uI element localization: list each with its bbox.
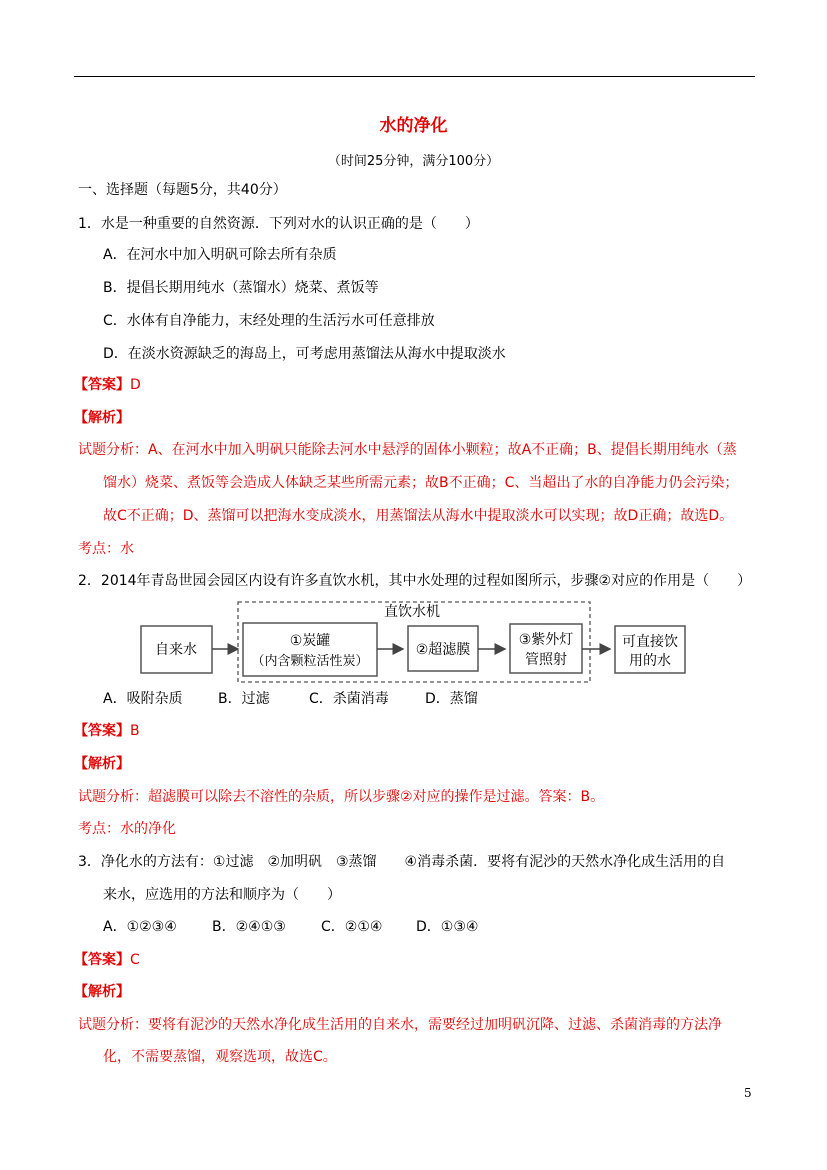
- q2-option-b: B．过滤: [218, 691, 270, 707]
- answer-label: 【答案】: [74, 952, 130, 968]
- q1-analysis-label: 【解析】: [74, 410, 130, 426]
- answer-value: C: [130, 952, 140, 968]
- q1-option-b: B．提倡长期用纯水（蒸馏水）烧菜、煮饭等: [103, 280, 379, 296]
- box-uv-lamp-line1: ③紫外灯: [518, 632, 574, 648]
- answer-value: D: [130, 377, 141, 393]
- q2-analysis-line-1: 试题分析：超滤膜可以除去不溶性的杂质，所以步骤②对应的操作是过滤。答案：B。: [78, 789, 605, 805]
- q2-option-a: A．吸附杂质: [103, 691, 183, 707]
- box-ultrafiltration-label: ②超滤膜: [415, 642, 471, 658]
- box-uv-lamp-line2: 管照射: [525, 652, 567, 668]
- q3-analysis-line-2: 化，不需要蒸馏，观察选项，故选C。: [103, 1049, 337, 1065]
- q3-analysis-line-1: 试题分析：要将有泥沙的天然水净化成生活用的自来水，需要经过加明矾沉降、过滤、杀菌消毒的方法净: [78, 1017, 722, 1033]
- machine-group-label: 直饮水机: [384, 604, 440, 620]
- q3-option-d: D．①③④: [416, 919, 479, 935]
- q2-option-c: C．杀菌消毒: [309, 691, 389, 707]
- answer-value: B: [130, 723, 140, 739]
- answer-label: 【答案】: [74, 377, 130, 393]
- q3-stem-line-1: 3．净化水的方法有：①过滤 ②加明矾 ③蒸馏 ④消毒杀菌．要将有泥沙的天然水净化成生活用的自: [78, 854, 726, 870]
- q3-option-c: C．②①④: [321, 919, 383, 935]
- page-title: 水的净化: [379, 116, 448, 136]
- q3-option-a: A．①②③④: [103, 919, 177, 935]
- q1-analysis-line-3: 故C不正确；D、蒸馏可以把海水变成淡水，用蒸馏法从海水中提取淡水可以实现；故D正确；故选D。: [103, 508, 734, 524]
- q1-option-a: A．在河水中加入明矾可除去所有杂质: [103, 247, 337, 263]
- header-rule: [74, 76, 755, 77]
- q2-option-d: D．蒸馏: [425, 691, 478, 707]
- q1-option-d: D．在淡水资源缺乏的海岛上，可考虑用蒸馏法从海水中提取淡水: [103, 346, 506, 362]
- page-number: 5: [744, 1086, 752, 1100]
- answer-label: 【答案】: [74, 723, 130, 739]
- q1-option-c: C．水体有自净能力，末经处理的生活污水可任意排放: [103, 313, 435, 329]
- q1-kaodian: 考点：水: [78, 541, 134, 557]
- q3-stem-line-2: 来水，应选用的方法和顺序为（ ）: [103, 887, 341, 903]
- q2-analysis-label: 【解析】: [74, 756, 130, 772]
- q1-analysis-line-1: 试题分析：A、在河水中加入明矾只能除去河水中悬浮的固体小颗粒；故A不正确；B、提倡长期用纯水（蒸: [78, 442, 737, 458]
- section-header: 一、选择题（每题5分，共40分）: [78, 182, 287, 198]
- page-subtitle: （时间25分钟，满分100分）: [327, 154, 500, 169]
- box-carbon-tank-line2: （内含颗粒活性炭）: [251, 654, 369, 669]
- box-drinkable-water-line1: 可直接饮: [622, 634, 678, 650]
- q3-option-b: B．②④①③: [212, 919, 286, 935]
- q2-answer: [74, 722, 140, 740]
- q2-kaodian: 考点：水的净化: [78, 821, 176, 837]
- box-carbon-tank-line1: ①炭罐: [289, 633, 331, 649]
- box-drinkable-water-line2: 用的水: [629, 653, 671, 669]
- q2-stem: 2．2014年青岛世园会园区内设有许多直饮水机，其中水处理的过程如图所示，步骤②对应的作用是（ ）: [78, 573, 752, 589]
- box-tap-water-label: 自来水: [155, 642, 197, 658]
- q1-answer: [74, 376, 141, 394]
- q3-answer: [74, 951, 140, 969]
- q1-stem: 1．水是一种重要的自然资源．下列对水的认识正确的是（ ）: [78, 216, 479, 232]
- q3-analysis-label: 【解析】: [74, 984, 130, 1000]
- water-process-diagram: [130, 597, 720, 685]
- q1-analysis-line-2: 馏水）烧菜、煮饭等会造成人体缺乏某些所需元素；故B不正确；C、当超出了水的自净能力仍会污染；: [103, 475, 739, 491]
